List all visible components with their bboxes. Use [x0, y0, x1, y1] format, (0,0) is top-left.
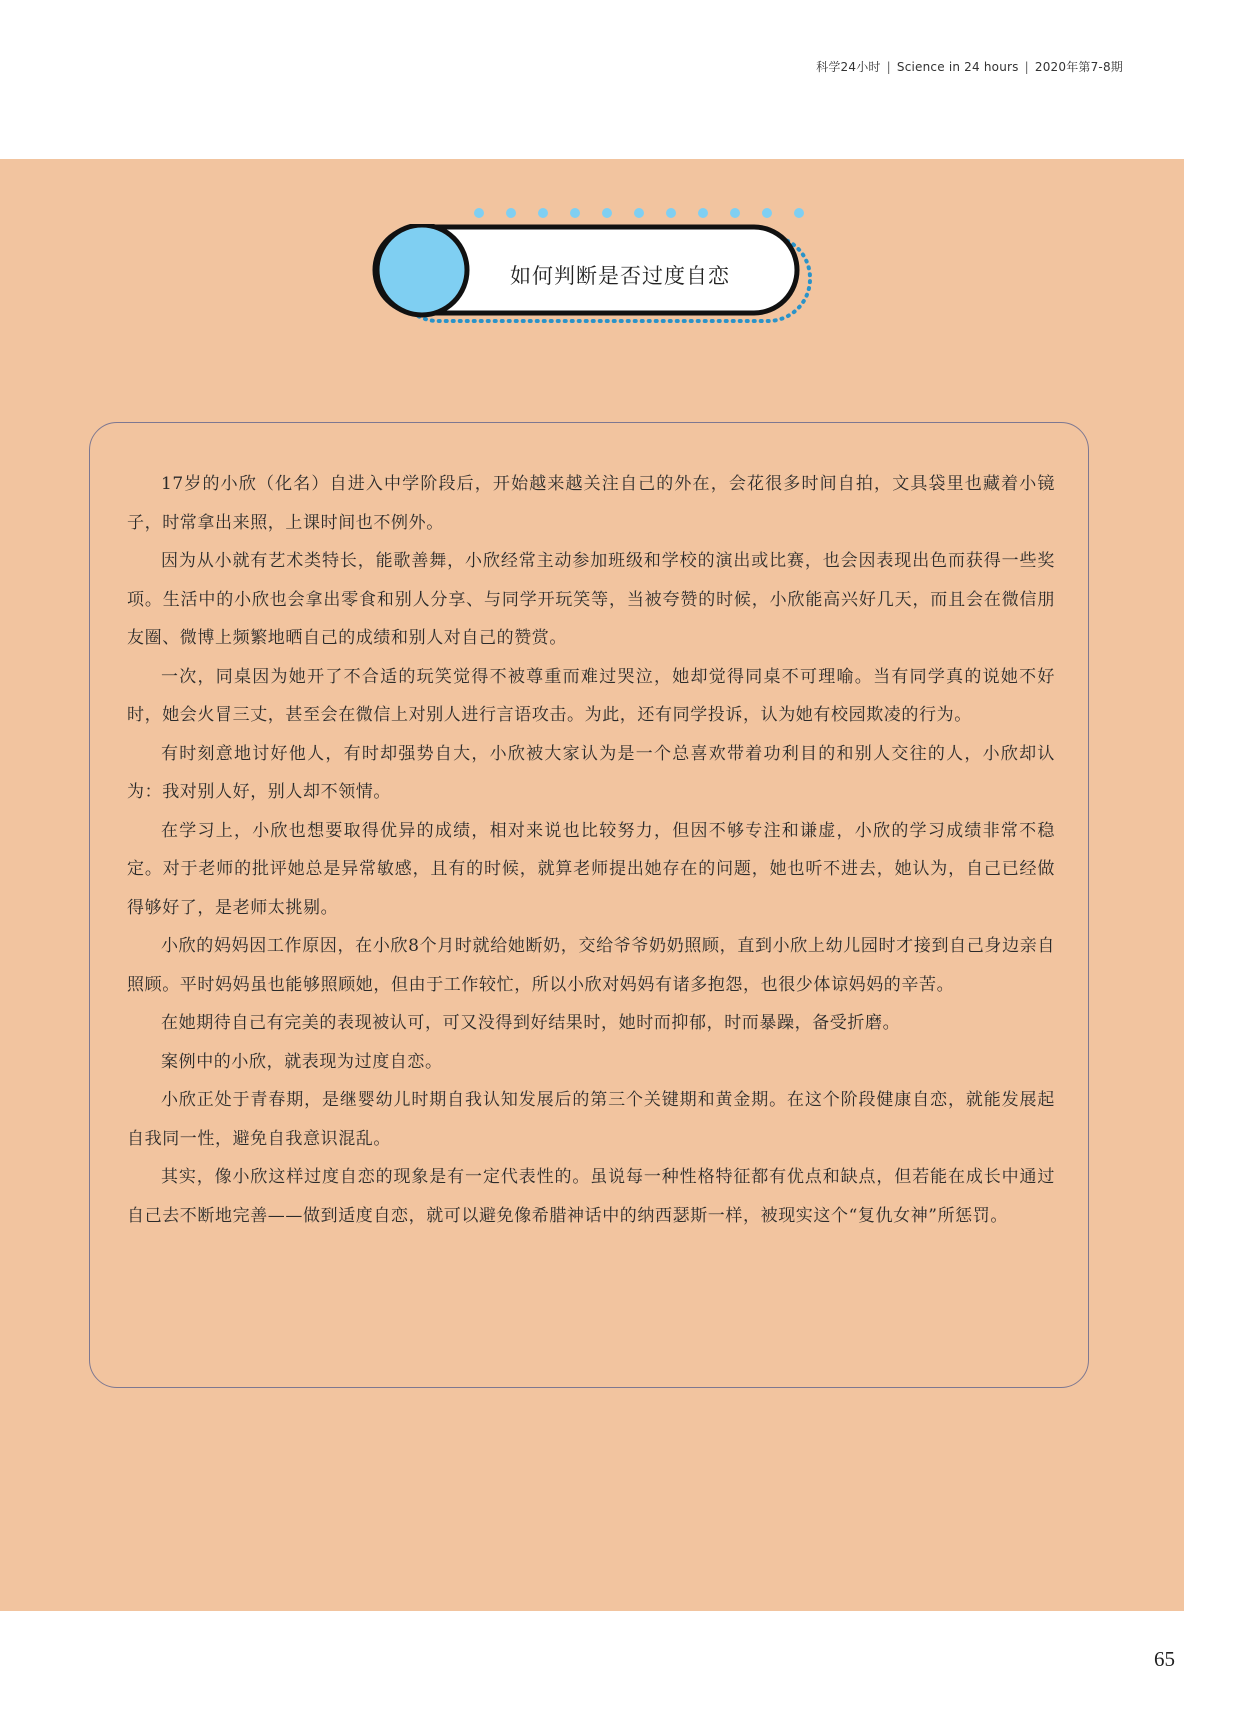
- dotted-decoration-top: [472, 206, 812, 220]
- running-header: [816, 58, 1123, 75]
- section-title: 如何判断是否过度自恋: [510, 264, 730, 288]
- paragraph: 在她期待自己有完美的表现被认可，可又没得到好结果时，她时而抑郁，时而暴躁，备受折磨。: [161, 1013, 901, 1033]
- article-body: [127, 465, 1055, 1235]
- paragraph: 17岁的小欣（化名）自进入中学阶段后，开始越来越关注自己的外在，会花很多时间自拍，文具袋里也藏着小镜子，时常拿出来照，上课时间也不例外。: [127, 474, 1055, 533]
- magazine-name: 科学24小时: [816, 60, 881, 74]
- paragraph: 在学习上，小欣也想要取得优异的成绩，相对来说也比较努力，但因不够专注和谦虚，小欣的学习成绩非常不稳定。对于老师的批评她总是异常敏感，且有的时候，就算老师提出她存在的问题，她也听不进去，她认为，自己已经做得够好了，是老师太挑剔。: [127, 820, 1055, 918]
- magazine-name-en: Science in 24 hours: [896, 60, 1019, 74]
- paragraph: 小欣正处于青春期，是继婴幼儿时期自我认知发展后的第三个关键期和黄金期。在这个阶段健康自恋，就能发展起自我同一性，避免自我意识混乱。: [127, 1090, 1055, 1149]
- paragraph: 有时刻意地讨好他人，有时却强势自大，小欣被大家认为是一个总喜欢带着功利目的和别人交往的人，小欣却认为：我对别人好，别人却不领情。: [127, 743, 1055, 802]
- header-separator: |: [886, 60, 891, 74]
- paragraph: 因为从小就有艺术类特长，能歌善舞，小欣经常主动参加班级和学校的演出或比赛，也会因表现出色而获得一些奖项。生活中的小欣也会拿出零食和别人分享、与同学开玩笑等，当被夸赞的时候，小欣能高兴好几天，而且会在微信朋友圈、微博上频繁地晒自己的成绩和别人对自己的赞赏。: [127, 551, 1055, 648]
- paragraph: 案例中的小欣，就表现为过度自恋。: [161, 1051, 443, 1072]
- paragraph: 小欣的妈妈因工作原因，在小欣8个月时就给她断奶，交给爷爷奶奶照顾，直到小欣上幼儿园时才接到自己身边亲自照顾。平时妈妈虽也能够照顾她，但由于工作较忙，所以小欣对妈妈有诸多抱怨，也很少体谅妈妈的辛苦。: [127, 936, 1055, 995]
- issue-label: 2020年第7-8期: [1034, 60, 1123, 74]
- paragraph: 一次，同桌因为她开了不合适的玩笑觉得不被尊重而难过哭泣，她却觉得同桌不可理喻。当有同学真的说她不好时，她会火冒三丈，甚至会在微信上对别人进行言语攻击。为此，还有同学投诉，认为她有校园欺凌的行为。: [127, 666, 1055, 725]
- blue-circle-decoration: [377, 225, 467, 315]
- page-number: 65: [1154, 1647, 1175, 1671]
- paragraph: 其实，像小欣这样过度自恋的现象是有一定代表性的。虽说每一种性格特征都有优点和缺点，但若能在成长中通过自己去不断地完善——做到适度自恋，就可以避免像希腊神话中的纳西瑟斯一样，被现实这个“复仇女神”所惩罚。: [127, 1167, 1055, 1226]
- header-separator: |: [1024, 60, 1029, 74]
